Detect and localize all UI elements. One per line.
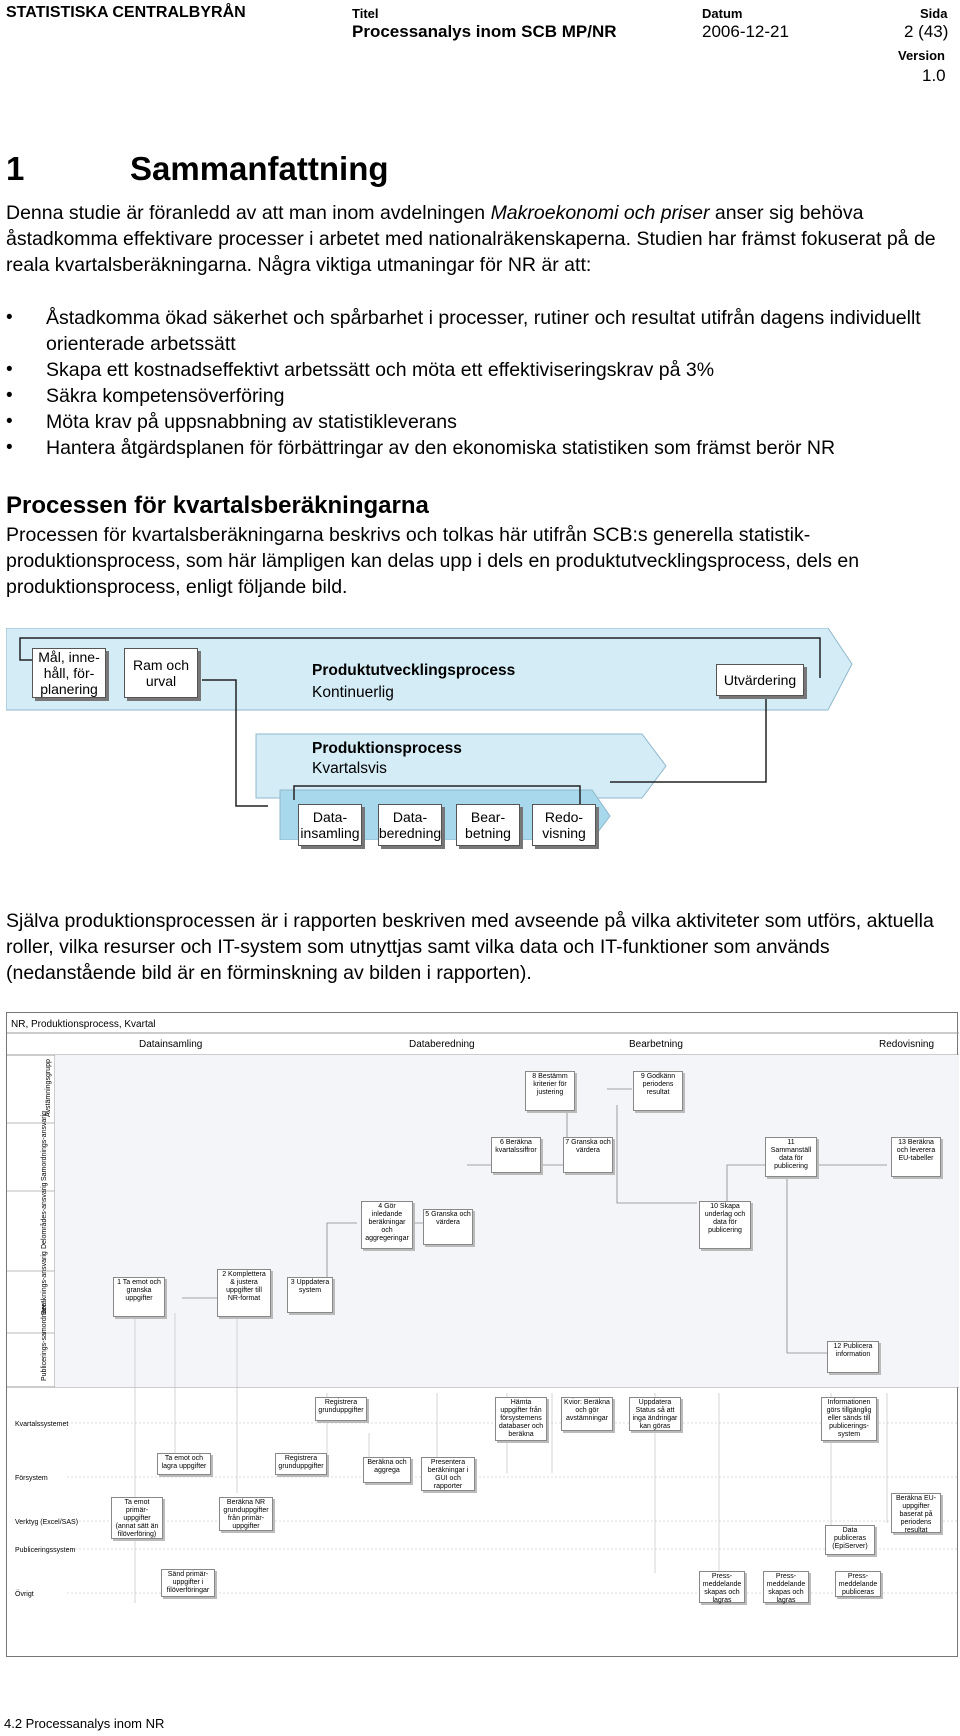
system-note: Data publiceras (EpiServer) [825,1525,875,1555]
list-item: • Åstadkomma ökad säkerhet och spårbarhet i processer, rutiner och resultat utifrån dagens individuellt orienterade arbetssätt [6,305,956,357]
evaluation-box: Utvärdering [716,664,804,696]
system-label: Försystem [15,1475,48,1482]
process-step: Data-beredning [378,804,442,846]
lane-label: Delområdes-ansvarig [41,1182,48,1249]
production-subtitle: Kvartalsvis [312,760,387,777]
process-step: Data-insamling [298,804,362,846]
system-note: Beräkna NR grunduppgifter från primär-uppgifter [219,1497,273,1531]
system-label: Övrigt [15,1591,34,1598]
phase-header: Redovisning [879,1039,935,1050]
title-label: Titel [352,6,379,21]
system-note: Registrera grunduppgifter [315,1397,367,1421]
version-number: 1.0 [922,66,946,85]
page-label: Sida [920,6,948,21]
swimlane-grid [7,1013,959,1658]
system-note: Presentera beräkningar i GUI och rapporter [421,1457,475,1491]
production-paragraph: Själva produktionsprocessen är i rapporten beskriven med avseende på vilka aktiviteter som utförs, aktuella roller, vilka resurser och IT-system som utnyttjas samt vilka data och IT-funktioner som används (nedanstående bild är en förminskning av bilden i rapporten). [6,910,934,984]
process-paragraph: Processen för kvartalsberäkningarna beskrivs och tolkas här utifrån SCB:s generella statistik-produktionsprocess, som här lämpligen kan delas upp i dels en produktutvecklingsprocess, dels en produktionsprocess, enligt följande bild. [6,524,860,598]
system-label: Publiceringssystem [15,1547,76,1554]
intro-text-1: Denna studie är föranledd av att man inom avdelningen [6,202,491,224]
lane-label: Samordnings-ansvarig [41,1110,48,1181]
system-note: Kvior: Beräkna och gör avstämningar [561,1397,613,1431]
system-note: Ta emot primär-uppgifter (annat sätt än filöverföring) [111,1497,163,1539]
activity-box: 7 Granska och värdera [563,1137,613,1173]
document-title: Processanalys inom SCB MP/NR [352,22,617,41]
process-step: Bear-betning [456,804,520,846]
organization-name: STATISTISKA CENTRALBYRÅN [6,4,246,21]
activity-box: 9 Godkänn periodens resultat [633,1071,683,1111]
production-title: Produktionsprocess [312,740,462,757]
activity-box: 11 Sammanställ data för publicering [765,1137,817,1177]
date-label: Datum [702,6,743,21]
activity-box: 1 Ta emot och granska uppgifter [113,1277,165,1317]
activity-box: 12 Publicera information [827,1341,879,1373]
system-note: Press-meddelande skapas och lagras [763,1571,809,1603]
activity-box: 6 Beräkna kvartalssiffror [491,1137,541,1173]
development-subtitle: Kontinuerlig [312,684,394,701]
activity-box: 5 Granska och värdera [423,1209,473,1245]
process-step: Redo-visning [532,804,596,846]
document-date: 2006-12-21 [702,22,789,41]
challenge-list [6,305,956,461]
section-heading [6,150,389,188]
system-label: Kvartalssystemet [15,1421,69,1428]
system-note: Uppdatera Status så att inga ändringar kan göras [629,1397,681,1431]
intro-italic: Makroekonomi och priser [490,202,710,224]
lane-label: Publicerings-samordnare [41,1303,48,1381]
subheading: Processen för kvartalsberäkningarna [6,492,429,519]
system-note: Sänd primär-uppgifter i filöverföringar [161,1569,215,1597]
figure-caption: 4.2 Processanalys inom NR [4,1716,165,1731]
version-label: Version [898,48,945,63]
system-note: Beräkna EU-uppgifter baserat på periodens resultat [891,1493,941,1533]
activity-box: 4 Gör inledande beräkningar och aggregeringar [361,1201,413,1249]
list-item: • Möta krav på uppsnabbning av statistikleverans [6,409,956,435]
goal-content-box: Mål, inne-håll, för-planering [32,648,106,698]
system-note: Beräkna och aggrega [363,1457,411,1483]
phase-header: Datainsamling [139,1039,203,1050]
activity-box: 8 Bestämm kriterier för justering [525,1071,575,1111]
lane-area [55,1055,959,1387]
lane-label: Avstämningsgrupp [45,1059,52,1117]
phase-header: Databeredning [409,1039,475,1050]
list-item: • Hantera åtgärdsplanen för förbättringar av den ekonomiska statistiken som främst berör NR [6,435,956,461]
swimlane-title: NR, Produktionsprocess, Kvartal [11,1019,156,1030]
system-note: Hämta uppgifter från försystemens databaser och beräkna [495,1397,547,1441]
activity-box: 3 Uppdatera system [287,1277,333,1313]
frame-sample-box: Ram och urval [124,648,198,698]
intro-text-2: anser sig behöva åstadkomma effektivare processer i arbetet med nationalräkenskaperna. Studien har främst fokuserat på de reala kvartalsberäkningarna. Några viktiga utmaningar för NR är att: [6,202,936,276]
activity-box: 10 Skapa underlag och data för publicering [699,1201,751,1249]
phase-header: Bearbetning [629,1039,683,1050]
system-note: Press-meddelande skapas och lagras [699,1571,745,1603]
system-dashes [67,1423,959,1593]
swimlane-diagram [6,1012,958,1657]
activity-box: 2 Komplettera & justera uppgifter till NR-format [217,1269,271,1317]
system-label: Verktyg (Excel/SAS) [15,1519,79,1526]
activity-box: 13 Beräkna och leverera EU-tabeller [891,1137,941,1177]
system-note: Informationen görs tillgänglig eller sänds till publicerings-system [821,1397,877,1441]
lane-label: Beräknings-ansvarig [41,1251,48,1315]
system-note: Press-meddelande publiceras [835,1571,881,1597]
intro-paragraph [6,200,956,278]
page-number: 2 (43) [904,22,949,41]
list-item: • Säkra kompetensöverföring [6,383,956,409]
system-note: Registrera grunduppgifter [275,1453,327,1475]
section-number: 1 [6,150,25,187]
process-figure [6,628,858,840]
section-title: Sammanfattning [130,150,389,187]
list-item: • Skapa ett kostnadseffektivt arbetssätt och möta ett effektiviseringskrav på 3% [6,357,956,383]
system-note: Ta emot och lagra uppgifter [157,1453,211,1475]
development-title: Produktutvecklingsprocess [312,662,516,679]
